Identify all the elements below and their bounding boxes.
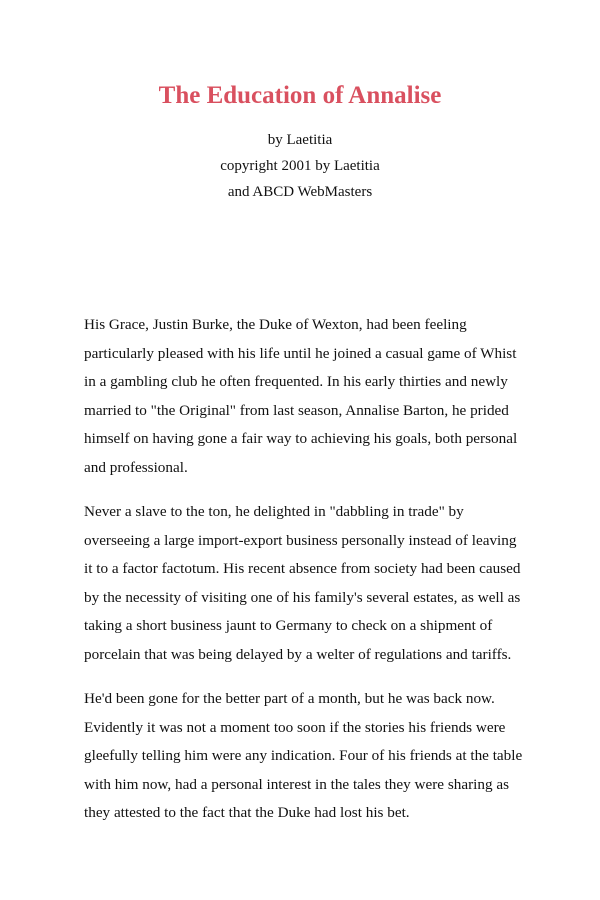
- copyright-line: copyright 2001 by Laetitia: [220, 158, 380, 174]
- paragraph: Never a slave to the ton, he delighted in "dabbling in trade" by overseeing a large import-export business personally instead of leaving it to a factor factotum. His recent absence from society had been caused by the necessity of visiting one of his family's several estates, as well as taking a short business jaunt to Germany to check on a shipment of porcelain that was being delayed by a welter of regulations and tariffs.: [84, 503, 521, 663]
- byline-block: [0, 127, 600, 205]
- publisher-line: and ABCD WebMasters: [227, 184, 373, 200]
- paragraph: He'd been gone for the better part of a month, but he was back now. Evidently it was not a moment too soon if the stories his friends were gleefully telling him were any indication. Four of his friends at the table with him now, had a personal interest in the tales they were sharing as they attested to the fact that the Duke had lost his bet.: [84, 690, 523, 821]
- story-body: [84, 311, 524, 844]
- paragraph: His Grace, Justin Burke, the Duke of Wexton, had been feeling particularly pleased with his life until he joined a casual game of Whist in a gambling club he often frequented. In his early thirties and newly married to "the Original" from last season, Annalise Barton, he prided himself on having gone a fair way to achieving his goals, both personal and professional.: [84, 316, 518, 476]
- author-line: by Laetitia: [267, 132, 333, 148]
- document-title: The Education of Annalise: [158, 82, 442, 109]
